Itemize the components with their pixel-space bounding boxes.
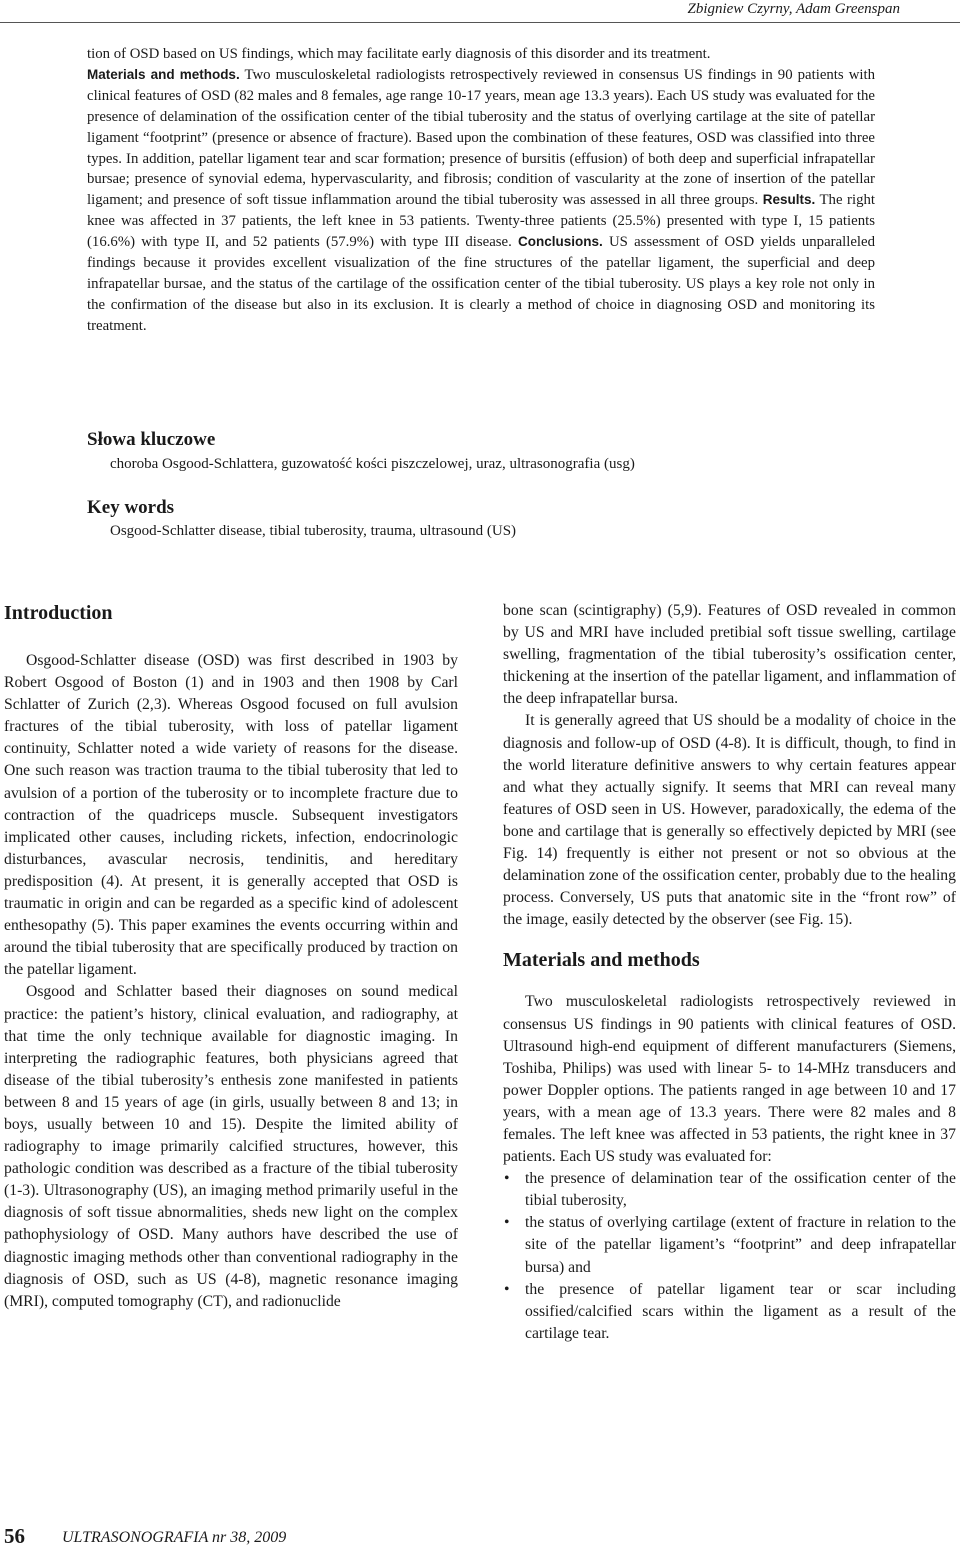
list-item: • the presence of delamination tear of the ossification center of the tibial tuberosity, — [503, 1168, 956, 1212]
keywords-pl-text: choroba Osgood-Schlattera, guzowatość kości piszczelowej, uraz, ultrasonografia (usg) — [110, 456, 635, 472]
intro-paragraph-3: It is generally agreed that US should be a modality of choice in the diagnosis and follow-up of OSD (4-8). It is difficult, though, to find in the world literature definitive answers to why certain features appear and what they actually signify. It seems that MRI can reveal many features of OSD seen in US. However, paradoxically, the edema of the bone and cartilage that is generally so effectively depicted by MRI (see Fig. 14) frequently is either not present or not so obvious at the delamination zone of the ossification center, probably due to the healing process. Conversely, US puts that anatomic site in the “front row” of the image, easily detected by the observer (see Fig. 15). — [503, 712, 956, 929]
abstract-results-label: Results. — [762, 192, 816, 208]
abstract-methods-label: Materials and methods. — [87, 66, 240, 82]
abstract-intro-tail: tion of OSD based on US findings, which may facilitate early diagnosis of this disorder and its treatment. — [87, 46, 711, 62]
methods-paragraph-1: Two musculoskeletal radiologists retrospectively reviewed in consensus US findings in 90 patients with clinical features of OSD. Ultrasound high-end equipment of different manufacturers (Siemens, Toshiba, Philips) was used with linear 5- to 14-MHz transducers and power Doppler options. The patients ranged in age between 10 and 17 years, with a mean age of 13.3 years. There were 82 males and 8 females. The left knee was affected in 53 patients, the right knee in 37 patients. Each US study was evaluated for: — [503, 993, 956, 1166]
right-column — [503, 600, 956, 1345]
journal-footer: ULTRASONOGRAFIA nr 38, 2009 — [62, 1529, 287, 1546]
header-divider — [0, 22, 960, 23]
intro-paragraph-2: Osgood and Schlatter based their diagnoses on sound medical practice: the patient’s history, clinical evaluation, and radiography, at that time the only technique available for diagnostic imaging. In interpreting the radiographic features, both physicians agreed that disease of the tibial tuberosity’s enthesis zone manifested in patients between 8 and 15 years of age (in girls, usually between 8 and 13; in boys, usually between 10 and 15). Despite the limited ability of radiography to image primarily calcified structures, however, this pathologic condition was described as a fracture of the tibial tuberosity (1-3). Ultrasonography (US), an imaging method primarily useful in the diagnosis of soft tissue abnormalities, sheds new light on the complex pathophysiology of OSD. Many authors have described the use of diagnostic imaging methods other than conventional radiography in the diagnosis of OSD, such as US (4-8), magnetic resonance imaging (MRI), computed tomography (CT), and radionuclide — [4, 983, 458, 1310]
abstract — [87, 44, 875, 337]
keywords-en-heading: Key words — [87, 497, 175, 518]
methods-heading: Materials and methods — [503, 949, 700, 972]
list-item: • the presence of patellar ligament tear or scar including ossified/calcified scars within the ligament as a result of the cartilage tear. — [503, 1279, 956, 1345]
abstract-conclusions-label: Conclusions. — [518, 234, 603, 250]
abstract-results-text: The right knee was affected in 37 patients, the left knee in 53 patients. Twenty-three patients (25.5%) presented with type I, 15 patients (16.6%) with type II, and 52 patients (57.9%) with type III disease. — [87, 192, 875, 251]
intro-paragraph-2-continued: bone scan (scintigraphy) (5,9). Features of OSD revealed in common by US and MRI have included pretibial soft tissue swelling, cartilage swelling, fragmentation of the tibial tuberosity’s ossification center, thickening at the insertion of the patellar ligament, and inflammation of the deep infrapatellar bursa. — [503, 602, 956, 708]
page-number: 56 — [4, 1524, 25, 1548]
abstract-conclusions-text: US assessment of OSD yields unparalleled findings because it provides excellent visualization of the fine structures of the patellar ligament, the superficial and deep infrapatellar bursae, and the status of the cartilage of the ossification center of the tibial tuberosity. US plays a key role not only in the confirmation of the disease but also in its exclusion. It is clearly a method of choice in diagnosing OSD and monitoring its treatment. — [87, 234, 876, 334]
list-item: • the status of overlying cartilage (extent of fracture in relation to the site of the patellar ligament’s “footprint” and deep infrapatellar bursa) and — [503, 1212, 956, 1278]
methods-bullet-list — [503, 1168, 956, 1345]
introduction-heading: Introduction — [4, 602, 113, 624]
running-header-authors: Zbigniew Czyrny, Adam Greenspan — [687, 1, 900, 17]
intro-paragraph-1: Osgood-Schlatter disease (OSD) was first described in 1903 by Robert Osgood of Boston (1) and in 1903 and then 1908 by Carl Schlatter of Zurich (2,3). Whereas Osgood focused on full avulsion fractures of the tibial tuberosity, with loss of patellar ligament continuity, Schlatter noted a wide variety of reasons for the disease. One such reason was traction trauma to the tibial tuberosity that led to avulsion of a portion of the tuberosity or to incomplete fracture due to contraction of the quadriceps muscle. Subsequent investigators implicated other causes, including rickets, infection, endocrinologic disturbances, avascular necrosis, tendinitis, and hereditary predisposition (4). At present, it is generally accepted that OSD is traumatic in origin and can be regarded as a specific kind of adolescent enthesopathy (5). This paper examines the events occurring within and around the tibial tuberosity that are specifically produced by traction on the patellar ligament. — [4, 652, 458, 979]
left-column — [4, 600, 458, 1313]
abstract-methods-text: Two musculoskeletal radiologists retrospectively reviewed in consensus US findings in 90 patients with clinical features of OSD (82 males and 8 females, age range 10-17 years, mean age 13.3 years). Each US study was evaluated for the presence of delamination of the ossification center of the tibial tuberosity and the status of overlying cartilage at the site of patellar ligament “footprint” (presence or absence of fracture). Based upon the combination of these features, OSD was classified into three types. In addition, patellar ligament tear and scar formation; presence of bursitis (effusion) of both deep and superficial infrapatellar bursae; presence of synovial edema, hypervascularity, and fibrosis; condition of vascularity at the zone of insertion of the patellar ligament; and presence of soft tissue inflammation around the tibial tuberosity was assessed in all three groups. — [87, 66, 875, 209]
keywords-en-text: Osgood-Schlatter disease, tibial tuberosity, trauma, ultrasound (US) — [110, 523, 517, 539]
keywords-pl-heading: Słowa kluczowe — [87, 429, 216, 450]
